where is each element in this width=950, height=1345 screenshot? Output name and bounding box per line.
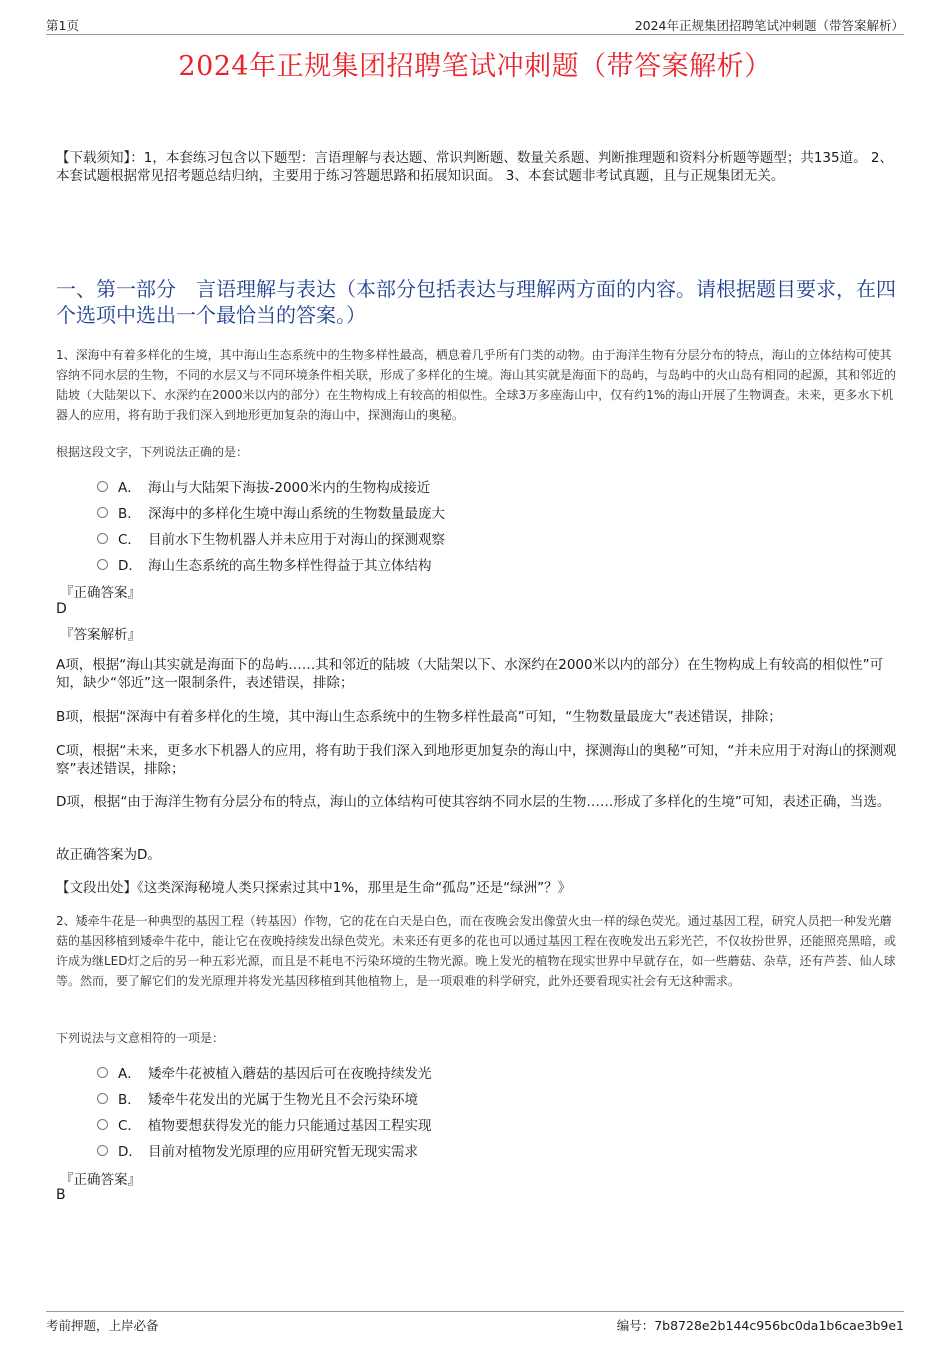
download-notice: 【下载须知】：1，本套练习包含以下题型：言语理解与表达题、常识判断题、数量关系题、判断推理题和资料分析题等题型；共135道。 2、本套试题根据常见招考题总结归纳，主要用于练习答题思路和拓展知识面。 3、本套试题非考试真题，且与正规集团无关。 — [56, 150, 893, 184]
question-2-options — [97, 1059, 897, 1163]
question-2-answer: B — [56, 1187, 66, 1203]
header-doc-title: 2024年正规集团招聘笔试冲刺题（带答案解析） — [634, 18, 904, 33]
question-1-options — [97, 473, 897, 577]
section-title: 一、第一部分 言语理解与表达（本部分包括表达与理解两方面的内容。请根据题目要求，在四个选项中选出一个最恰当的答案。） — [56, 277, 896, 327]
question-2-answer-label: 『正确答案』 — [60, 1172, 141, 1188]
analysis-a: A项，根据“海山其实就是海面下的岛屿……其和邻近的陆坡（大陆架以下、水深约在2000米以内的部分）在生物构成上有较高的相似性”可知，缺少“邻近”这一限制条件，表述错误，排除； — [56, 657, 884, 691]
page-footer — [46, 1311, 904, 1332]
question-2-option-c[interactable]: C． 植物要想获得发光的能力只能通过基因工程实现 — [97, 1111, 897, 1137]
question-2-option-b[interactable]: B． 矮牵牛花发出的光属于生物光且不会污染环境 — [97, 1085, 897, 1111]
question-1-analysis-label: 『答案解析』 — [60, 627, 141, 643]
analysis-d: D项，根据“由于海洋生物有分层分布的特点，海山的立体结构可使其容纳不同水层的生物……形成了多样化的生境”可知，表述正确，当选。 — [56, 794, 891, 810]
footer-slogan: 考前押题，上岸必备 — [46, 1318, 159, 1333]
question-1-answer-label: 『正确答案』 — [60, 585, 141, 601]
radio-icon[interactable] — [97, 533, 108, 544]
analysis-c: C项，根据“未来，更多水下机器人的应用，将有助于我们深入到地形更加复杂的海山中，探测海山的奥秘”可知，“并未应用于对海山的探测观察”表述错误，排除； — [56, 743, 897, 777]
question-1-option-c[interactable]: C． 目前水下生物机器人并未应用于对海山的探测观察 — [97, 525, 897, 551]
page-header — [46, 14, 904, 35]
question-2-passage: 2、矮牵牛花是一种典型的基因工程（转基因）作物，它的花在白天是白色，而在夜晚会发出像萤火虫一样的绿色荧光。通过基因工程，研究人员把一种发光蘑菇的基因移植到矮牵牛花中，能让它在夜晚持续发出绿色荧光。未来还有更多的花也可以通过基因工程在夜晚发出五彩光芒，不仅妆扮世界，还能照亮黑暗，或许成为继LED灯之后的另一种五彩光源，而且是不耗电不污染环境的生物光源。晚上发光的植物在现实世界中早就存在，如一些蘑菇、杂草，还有芦荟、仙人球等。然而，要了解它们的发光原理并将发光基因移植到其他植物上，是一项艰难的科学研究，此外还要看现实社会有无这种需求。 — [56, 914, 897, 988]
analysis-source: 【文段出处】《这类深海秘境人类只探索过其中1%，那里是生命“孤岛”还是“绿洲”？》 — [56, 880, 572, 896]
analysis-conclusion: 故正确答案为D。 — [56, 847, 161, 863]
question-1-option-d[interactable]: D． 海山生态系统的高生物多样性得益于其立体结构 — [97, 551, 897, 577]
question-2-prompt: 下列说法与文意相符的一项是： — [56, 1031, 225, 1045]
radio-icon[interactable] — [97, 481, 108, 492]
radio-icon[interactable] — [97, 1093, 108, 1104]
radio-icon[interactable] — [97, 507, 108, 518]
question-1-answer: D — [56, 601, 67, 617]
radio-icon[interactable] — [97, 1145, 108, 1156]
question-2-option-d[interactable]: D． 目前对植物发光原理的应用研究暂无现实需求 — [97, 1137, 897, 1163]
page-number: 第1页 — [46, 18, 79, 33]
question-1-prompt: 根据这段文字，下列说法正确的是： — [56, 445, 249, 459]
question-1-option-b[interactable]: B． 深海中的多样化生境中海山系统的生物数量最庞大 — [97, 499, 897, 525]
analysis-b: B项，根据“深海中有着多样化的生境，其中海山生态系统中的生物多样性最高”可知，“生物数量最庞大”表述错误，排除； — [56, 709, 782, 725]
radio-icon[interactable] — [97, 1119, 108, 1130]
footer-serial: 编号：7b8728e2b144c956bc0da1b6cae3b9e1 — [616, 1318, 904, 1333]
question-1-passage: 1、深海中有着多样化的生境，其中海山生态系统中的生物多样性最高，栖息着几乎所有门类的动物。由于海洋生物有分层分布的特点，海山的立体结构可使其容纳不同水层的生物，不同的水层又与不同环境条件相关联，形成了多样化的生境。海山其实就是海面下的岛屿，与岛屿中的火山岛有相同的起源，其和邻近的陆坡（大陆架以下、水深约在2000米以内的部分）在生物构成上有较高的相似性。全球3万多座海山中，仅有约1%的海山开展了生物调查。未来，更多水下机器人的应用，将有助于我们深入到地形更加复杂的海山中，探测海山的奥秘。 — [56, 348, 897, 422]
question-1-option-a[interactable]: A． 海山与大陆架下海拔-2000米内的生物构成接近 — [97, 473, 897, 499]
radio-icon[interactable] — [97, 1067, 108, 1078]
document-title: 2024年正规集团招聘笔试冲刺题（带答案解析） — [178, 51, 772, 82]
question-2-option-a[interactable]: A． 矮牵牛花被植入蘑菇的基因后可在夜晚持续发光 — [97, 1059, 897, 1085]
radio-icon[interactable] — [97, 559, 108, 570]
